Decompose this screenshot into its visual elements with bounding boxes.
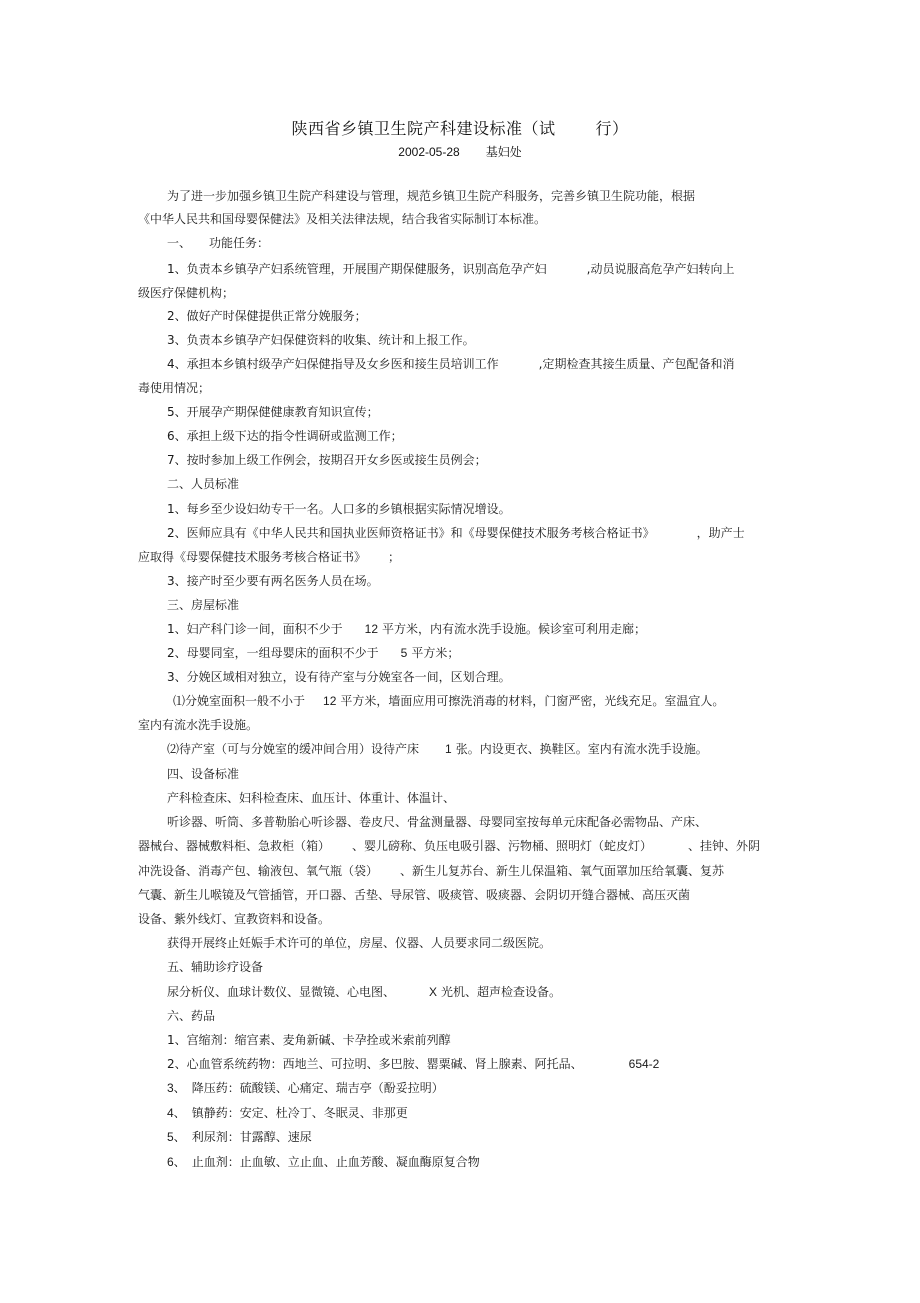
section-3-item-2: 2、母婴同室，一组母婴床的面积不少于 5 平方米； (167, 646, 460, 660)
section-6-item-1: 1、宫缩剂：缩宫素、麦角新碱、卡孕拴或米索前列醇 (167, 1033, 451, 1047)
section-4-heading: 四、设备标准 (167, 767, 240, 781)
section-2-item-2: 2、医师应具有《中华人民共和国执业医师资格证书》和《母婴保健技术服务考核合格证书》 ，助产士 (167, 526, 745, 540)
document-title (0, 116, 920, 139)
publish-date: 2002-05-28 (398, 145, 460, 159)
section-5-line-1: 尿分析仪、血球计数仪、显微镜、心电图、 X 光机、超声检查设备。 (167, 985, 562, 999)
section-6-item-2: 2、心血管系统药物：西地兰、可拉明、多巴胺、罂粟碱、肾上腺素、阿托品、 654-2 (167, 1057, 660, 1071)
section-4-line-5: 气囊、新生儿喉镜及气管插管，开口器、舌垫、导尿管、吸痰管、吸痰器、会阴切开缝合器械、高压灭菌 (138, 888, 691, 902)
section-2-heading: 二、人员标准 (167, 477, 240, 491)
section-6-item-6: 6、 止血剂：止血敏、立止血、止血芳酸、凝血酶原复合物 (167, 1155, 480, 1169)
section-1-item-3: 3、负责本乡镇孕产妇保健资料的收集、统计和上报工作。 (167, 333, 475, 347)
section-6-heading: 六、药品 (167, 1009, 216, 1023)
section-1-item-5: 5、开展孕产期保健健康教育知识宣传； (167, 405, 379, 419)
section-4-line-2: 听诊器、听筒、多普勒胎心听诊器、卷皮尺、骨盆测量器、母婴同室按每单元床配备必需物品、产床、 (167, 815, 708, 829)
title-part-1: 陕西省乡镇卫生院产科建设标准（试 (291, 119, 556, 138)
section-6-item-5: 5、 利尿剂：甘露醇、速尿 (167, 1130, 312, 1144)
section-2-item-2-cont: 应取得《母婴保健技术服务考核合格证书》 ； (138, 550, 401, 564)
section-2-item-3: 3、接产时至少要有两名医务人员在场。 (167, 574, 379, 588)
section-4-line-4: 冲洗设备、消毒产包、输液包、氧气瓶（袋） 、新生儿复苏台、新生儿保温箱、氧气面罩加压给氧囊、复苏 (138, 864, 725, 878)
section-1-item-4-cont: 毒使用情况； (138, 381, 211, 395)
section-3-item-3: 3、分娩区域相对独立，设有待产室与分娩室各一间，区划合理。 (167, 670, 511, 684)
section-4-line-7: 获得开展终止妊娠手术许可的单位，房屋、仪器、人员要求同二级医院。 (167, 936, 552, 950)
section-1-item-6: 6、承担上级下达的指令性调研或监测工作； (167, 429, 403, 443)
section-1-item-1-cont: 级医疗保健机构； (138, 286, 235, 300)
section-1-heading: 一、 功能任务： (167, 236, 270, 250)
section-3-heading: 三、房屋标准 (167, 598, 240, 612)
intro-line-2: 《中华人民共和国母婴保健法》及相关法律法规，结合我省实际制订本标准。 (138, 212, 547, 226)
section-3-subitem-2: ⑵待产室（可与分娩室的缓冲间合用）设待产床 1 张。内设更衣、换鞋区。室内有流水洗手设施。 (167, 742, 708, 756)
section-4-line-1: 产科检查床、妇科检查床、血压计、体重计、体温计、 (167, 791, 456, 805)
section-5-heading: 五、辅助诊疗设备 (167, 960, 264, 974)
section-1-item-1: 1、负责本乡镇孕产妇系统管理，开展围产期保健服务，识别高危孕产妇 ,动员说服高危孕产妇转向上 (167, 262, 735, 276)
section-1-item-7: 7、按时参加上级工作例会，按期召开女乡医或接生员例会； (167, 453, 487, 467)
section-3-subitem-1: ⑴分娩室面积一般不小于 12 平方米，墙面应用可擦洗消毒的材料，门窗严密，光线充足。室温宜人。 (173, 694, 725, 708)
section-4-line-3: 器械台、器械敷料柜、急救柜（箱） 、婴儿磅称、负压电吸引器、污物桶、照明灯（蛇皮灯） 、挂钟、外阴 (138, 839, 761, 853)
section-1-item-4: 4、承担本乡镇村级孕产妇保健指导及女乡医和接生员培训工作 ,定期检查其接生质量、产包配备和消 (167, 357, 735, 371)
section-4-line-6: 设备、紫外线灯、宣教资料和设备。 (138, 912, 331, 926)
intro-line-1: 为了进一步加强乡镇卫生院产科建设与管理，规范乡镇卫生院产科服务，完善乡镇卫生院功能，根据 (167, 189, 696, 203)
title-part-2: 行） (595, 119, 629, 138)
section-3-item-1: 1、妇产科门诊一间，面积不少于 12 平方米，内有流水洗手设施。候诊室可利用走廊； (167, 622, 647, 636)
section-6-item-3: 3、 降压药：硫酸镁、心痛定、瑞吉亭（酚妥拉明） (167, 1081, 444, 1095)
section-1-item-2: 2、做好产时保健提供正常分娩服务； (167, 309, 367, 323)
department: 基妇处 (485, 145, 522, 159)
section-3-subitem-1-cont: 室内有流水洗手设施。 (138, 718, 259, 732)
document-subtitle (0, 143, 920, 160)
section-2-item-1: 1、每乡至少设妇幼专干一名。人口多的乡镇根据实际情况增设。 (167, 502, 511, 516)
section-6-item-4: 4、 镇静药：安定、杜冷丁、冬眠灵、非那更 (167, 1106, 408, 1120)
